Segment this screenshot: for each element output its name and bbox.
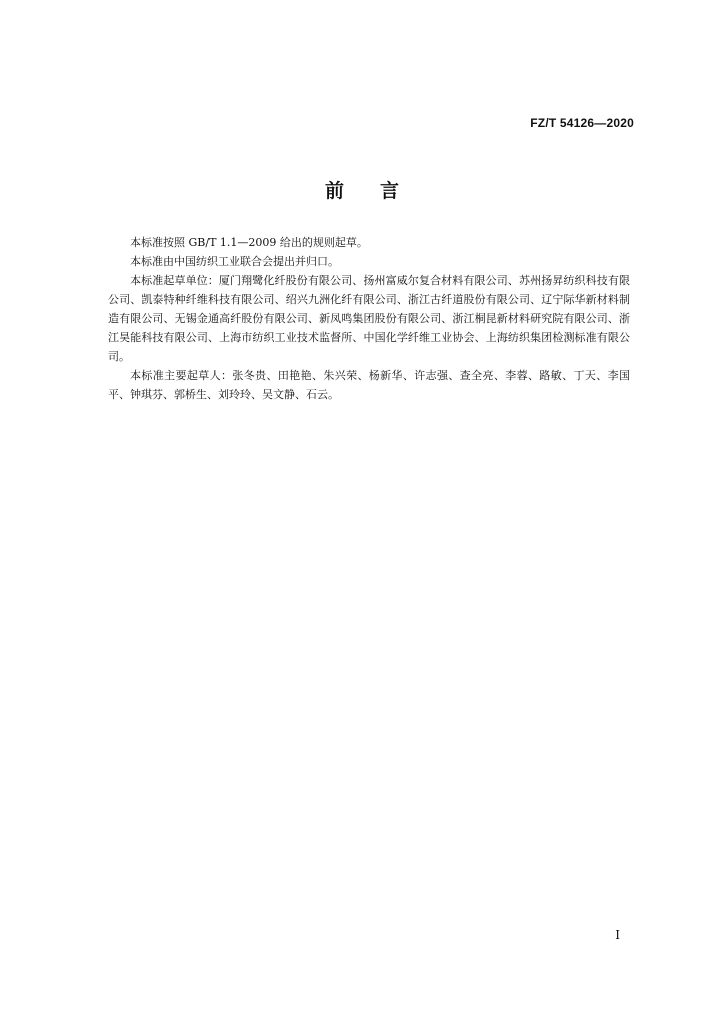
paragraph-drafting-rules: 本标准按照 GB/T 1.1—2009 给出的规则起草。 bbox=[130, 236, 368, 249]
paragraph-drafting-units: 本标准起草单位：厦门翔鹭化纤股份有限公司、扬州富威尔复合材料有限公司、苏州扬昇纺织科技有限公司、凯泰特种纤维科技有限公司、绍兴九洲化纤有限公司、浙江古纤道股份有限公司、辽宁际华新材料制造有限公司、无锡金通高纤股份有限公司、新凤鸣集团股份有限公司、浙江桐昆新材料研究院有限公司、浙江昊能科技有限公司、上海市纺织工业技术监督所、中国化学纤维工业协会、上海纺织集团检测标准有限公司。 bbox=[108, 274, 630, 363]
paragraph-proposer: 本标准由中国纺织工业联合会提出并归口。 bbox=[130, 255, 339, 268]
standard-code: FZ/T 54126—2020 bbox=[530, 116, 634, 130]
page-number: I bbox=[615, 928, 620, 942]
paragraph-drafters: 本标准主要起草人：张冬贵、田艳艳、朱兴荣、杨新华、许志强、查全亮、李蓉、路敏、丁天、李国平、钟琪芬、郭桥生、刘玲玲、吴文静、石云。 bbox=[108, 369, 630, 401]
foreword-body bbox=[108, 233, 630, 404]
page-title: 前言 bbox=[324, 180, 435, 202]
